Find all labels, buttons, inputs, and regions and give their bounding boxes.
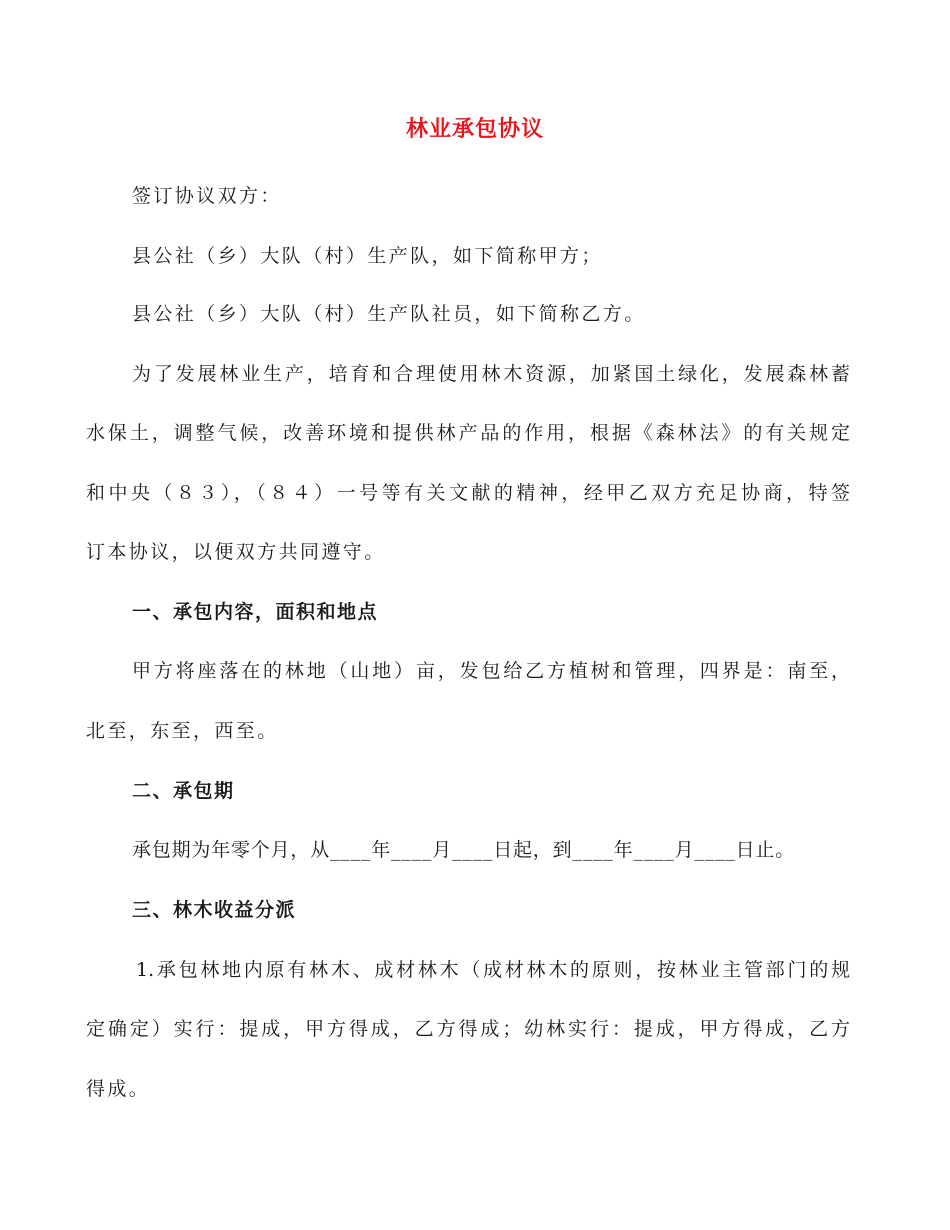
section-1-heading: 一、承包内容，面积和地点	[132, 601, 379, 623]
section-2-line-1: 承包期为年零个月，从____年____月____日起，到____年____月____日止。	[132, 839, 796, 861]
parties-intro: 签订协议双方：	[132, 185, 282, 207]
document-title: 林业承包协议	[405, 117, 544, 142]
section-3-line-3: 得成。	[86, 1078, 151, 1100]
section-2-heading: 二、承包期	[132, 780, 235, 802]
section-3-heading: 三、林木收益分派	[132, 899, 297, 921]
section-3-line-1: 1.承包林地内原有林木、成材林木（成材林木的原则，按林业主管部门的规	[136, 959, 850, 981]
preamble-line-1: 为了发展林业生产，培育和合理使用林木资源，加紧国土绿化，发展森林蓄	[132, 363, 850, 385]
preamble-line-4: 订本协议，以便双方共同遵守。	[86, 541, 386, 563]
section-3-line-2: 定确定）实行：提成，甲方得成，乙方得成；幼林实行：提成，甲方得成，乙方	[86, 1018, 850, 1040]
party-a-line: 县公社（乡）大队（村）生产队，如下简称甲方；	[132, 245, 603, 267]
preamble-line-2: 水保土，调整气候，改善环境和提供林产品的作用，根据《森林法》的有关规定	[86, 422, 850, 444]
section-1-line-2: 北至，东至，西至。	[86, 720, 279, 742]
party-b-line: 县公社（乡）大队（村）生产队社员，如下简称乙方。	[132, 303, 646, 325]
section-1-line-1: 甲方将座落在的林地（山地）亩，发包给乙方植树和管理，四界是：南至，	[132, 660, 850, 682]
preamble-line-3: 和中央（８３），（８４）一号等有关文献的精神，经甲乙双方充足协商，特签	[86, 482, 850, 504]
